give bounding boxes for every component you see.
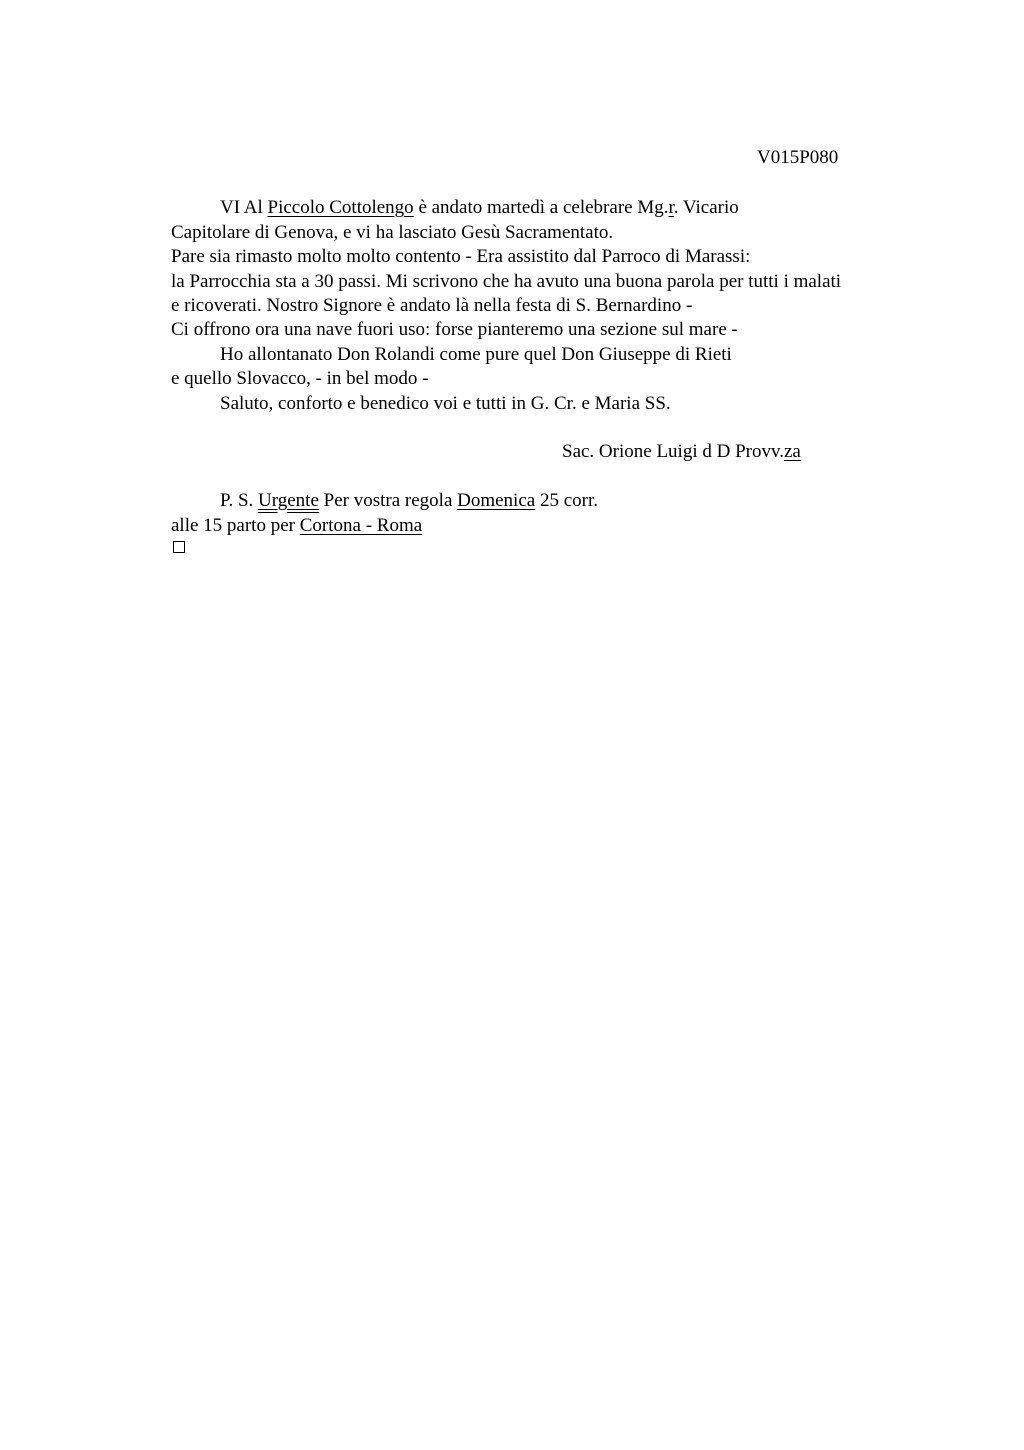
letter-line-9: Saluto, conforto e benedico voi e tutti in G. Cr. e Maria SS. [220,393,671,414]
text-segment: . Vicario [673,197,739,218]
letter-line-6: Ci offrono ora una nave fuori uso: forse pianteremo una sezione sul mare - [171,319,738,340]
postscript-label: P. S. [220,490,259,511]
destination: Cortona - Roma [299,515,423,536]
letter-line-7: Ho allontanato Don Rolandi come pure quel Don Giuseppe di Rieti [220,344,732,365]
reference-code: V015P080 [757,147,839,168]
text-segment: Per vostra regola [318,490,458,511]
postscript-line-1 [220,489,598,513]
text-segment: è andato martedì a celebrare Mg. [413,197,669,218]
empty-box-icon [173,541,185,553]
signature-text: Sac. Orione Luigi d D Provv. [562,441,784,462]
underlined-abbreviation: r [668,197,674,218]
postscript-line-2 [171,514,422,538]
signature-underlined-suffix: za [784,441,801,462]
signature [562,440,801,464]
text-segment: 25 corr. [535,490,598,511]
underlined-place-name: Piccolo Cottolengo [267,197,414,218]
letter-line-8: e quello Slovacco, - in bel modo - [171,368,429,389]
day-word: Domenica [457,490,536,511]
letter-line-1 [220,196,739,220]
text-segment: alle 15 parto per [171,515,300,536]
urgent-word: Urgente [258,490,319,511]
letter-line-3: Pare sia rimasto molto molto contento - Era assistito dal Parroco di Marassi: [171,246,751,267]
letter-line-2: Capitolare di Genova, e vi ha lasciato Gesù Sacramentato. [171,222,614,243]
letter-line-5: e ricoverati. Nostro Signore è andato là nella festa di S. Bernardino - [171,295,693,316]
letter-line-4: la Parrocchia sta a 30 passi. Mi scrivono che ha avuto una buona parola per tutti i malati [171,271,842,292]
text-segment: VI Al [220,197,268,218]
